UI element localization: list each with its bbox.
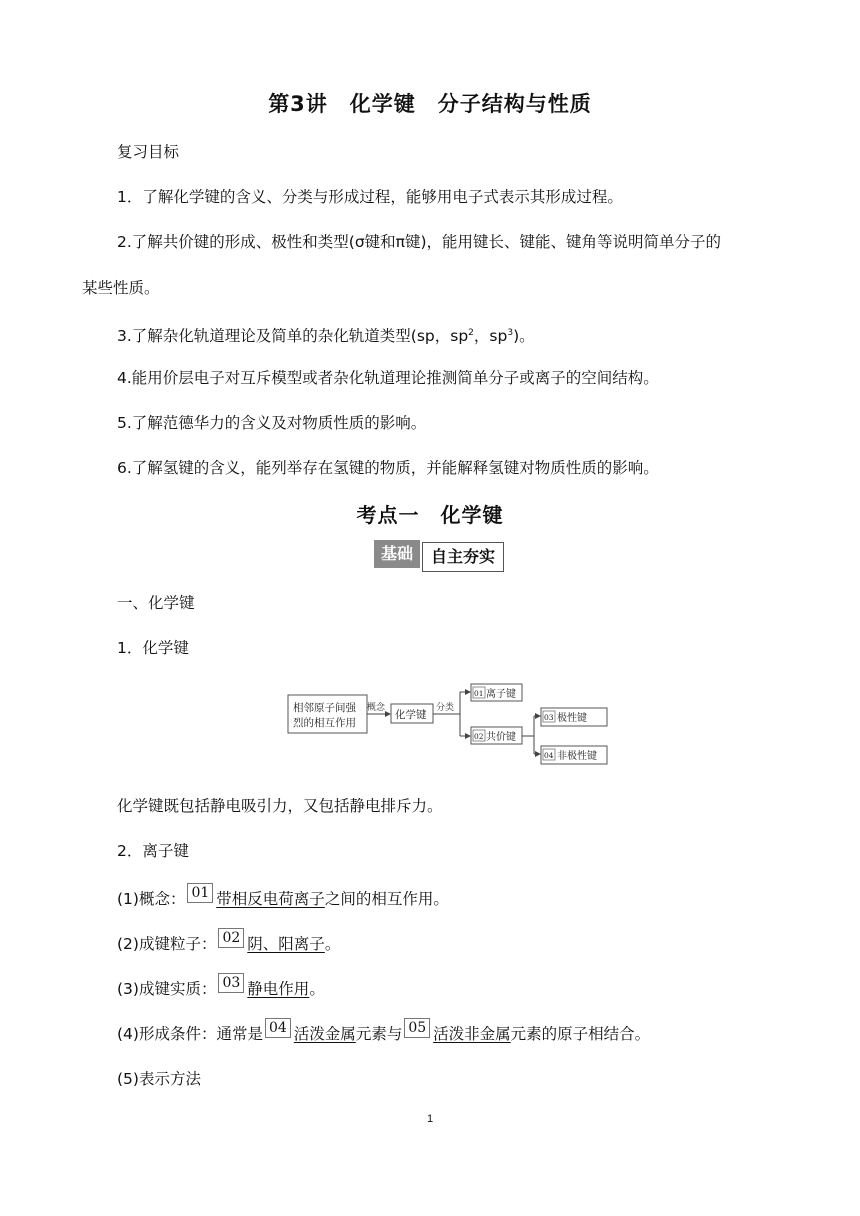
answer-active-metal: 活泼金属 [293, 1025, 356, 1043]
subheading-chemical-bond: 一、化学键 [117, 594, 195, 612]
badge-self-study: 自主夯实 [422, 542, 504, 572]
answer-essence: 静电作用 [247, 980, 310, 998]
answer-particle: 阴、阳离子 [247, 935, 325, 953]
answer-active-nonmetal: 活泼非金属 [433, 1025, 511, 1043]
center-label: 化学键 [395, 709, 427, 721]
objective-3 [117, 322, 535, 347]
concept-line-2: 烈的相互作用 [293, 717, 356, 729]
subheading-2-ionic-bond: 2．离子键 [117, 842, 189, 860]
item-condition-tail: 元素的原子相结合。 [510, 1025, 651, 1043]
objective-6: 6.了解氢键的含义，能列举存在氢键的物质，并能解释氢键对物质性质的影响。 [117, 459, 659, 477]
item-essence-tail: 。 [309, 980, 325, 998]
section-badge [374, 540, 504, 570]
note-text: 化学键既包括静电吸引力，又包括静电排斥力。 [117, 797, 443, 815]
label-concept: 概念 [367, 703, 386, 713]
answer-num-03: 03 [218, 973, 244, 993]
sup-3: 3 [507, 328, 514, 338]
section-title: 考点一 化学键 [356, 503, 504, 527]
polar-num: 03 [544, 713, 554, 722]
ionic-label: 离子键 [486, 689, 516, 700]
chemical-bond-diagram [287, 683, 612, 768]
item-concept-label: (1)概念： [117, 890, 186, 908]
item-concept [117, 885, 449, 910]
badge-basic: 基础 [374, 540, 420, 568]
item-particle-label: (2)成键粒子： [117, 935, 217, 953]
objective-3-text: 3.了解杂化轨道理论及简单的杂化轨道类型(sp，sp [117, 327, 469, 346]
objective-4: 4.能用价层电子对互斥模型或者杂化轨道理论推测简单分子或离子的空间结构。 [117, 369, 659, 387]
objective-3-tail: )。 [513, 327, 535, 346]
nonpolar-label: 非极性键 [557, 751, 597, 762]
polar-label: 极性键 [557, 713, 587, 724]
label-class: 分类 [436, 703, 455, 713]
subheading-1-chemical-bond: 1．化学键 [117, 639, 189, 657]
concept-line-1: 相邻原子间强 [293, 702, 356, 714]
page-number: 1 [426, 1113, 434, 1125]
item-essence [117, 975, 325, 1000]
objective-3-mid: ，sp [473, 327, 508, 346]
item-essence-label: (3)成键实质： [117, 980, 217, 998]
objective-1: 1．了解化学键的含义、分类与形成过程，能够用电子式表示其形成过程。 [117, 188, 623, 206]
answer-num-04: 04 [265, 1018, 291, 1038]
answer-num-01: 01 [187, 883, 213, 903]
item-condition-mid: 元素与 [355, 1025, 403, 1043]
objective-5: 5.了解范德华力的含义及对物质性质的影响。 [117, 414, 427, 432]
objective-2-cont: 某些性质。 [82, 279, 160, 297]
objective-2: 2.了解共价键的形成、极性和类型(σ键和π键)，能用键长、键能、键角等说明简单分子的 [117, 233, 722, 251]
answer-num-05: 05 [404, 1018, 430, 1038]
sup-2: 2 [468, 328, 474, 338]
nonpolar-num: 04 [544, 751, 554, 760]
answer-num-02: 02 [218, 928, 244, 948]
objectives-heading: 复习目标 [117, 143, 180, 161]
item-representation: (5)表示方法 [117, 1070, 201, 1088]
item-condition [117, 1020, 651, 1045]
ionic-num: 01 [474, 689, 484, 698]
item-condition-label: (4)形成条件：通常是 [117, 1025, 263, 1043]
covalent-label: 共价键 [486, 732, 516, 743]
answer-concept: 带相反电荷离子 [216, 890, 325, 908]
item-particle [117, 930, 341, 955]
item-concept-tail: 之间的相互作用。 [324, 890, 449, 908]
lecture-title: 第3讲 化学键 分子结构与性质 [268, 92, 592, 116]
covalent-num: 02 [474, 732, 484, 741]
item-particle-tail: 。 [324, 935, 341, 953]
